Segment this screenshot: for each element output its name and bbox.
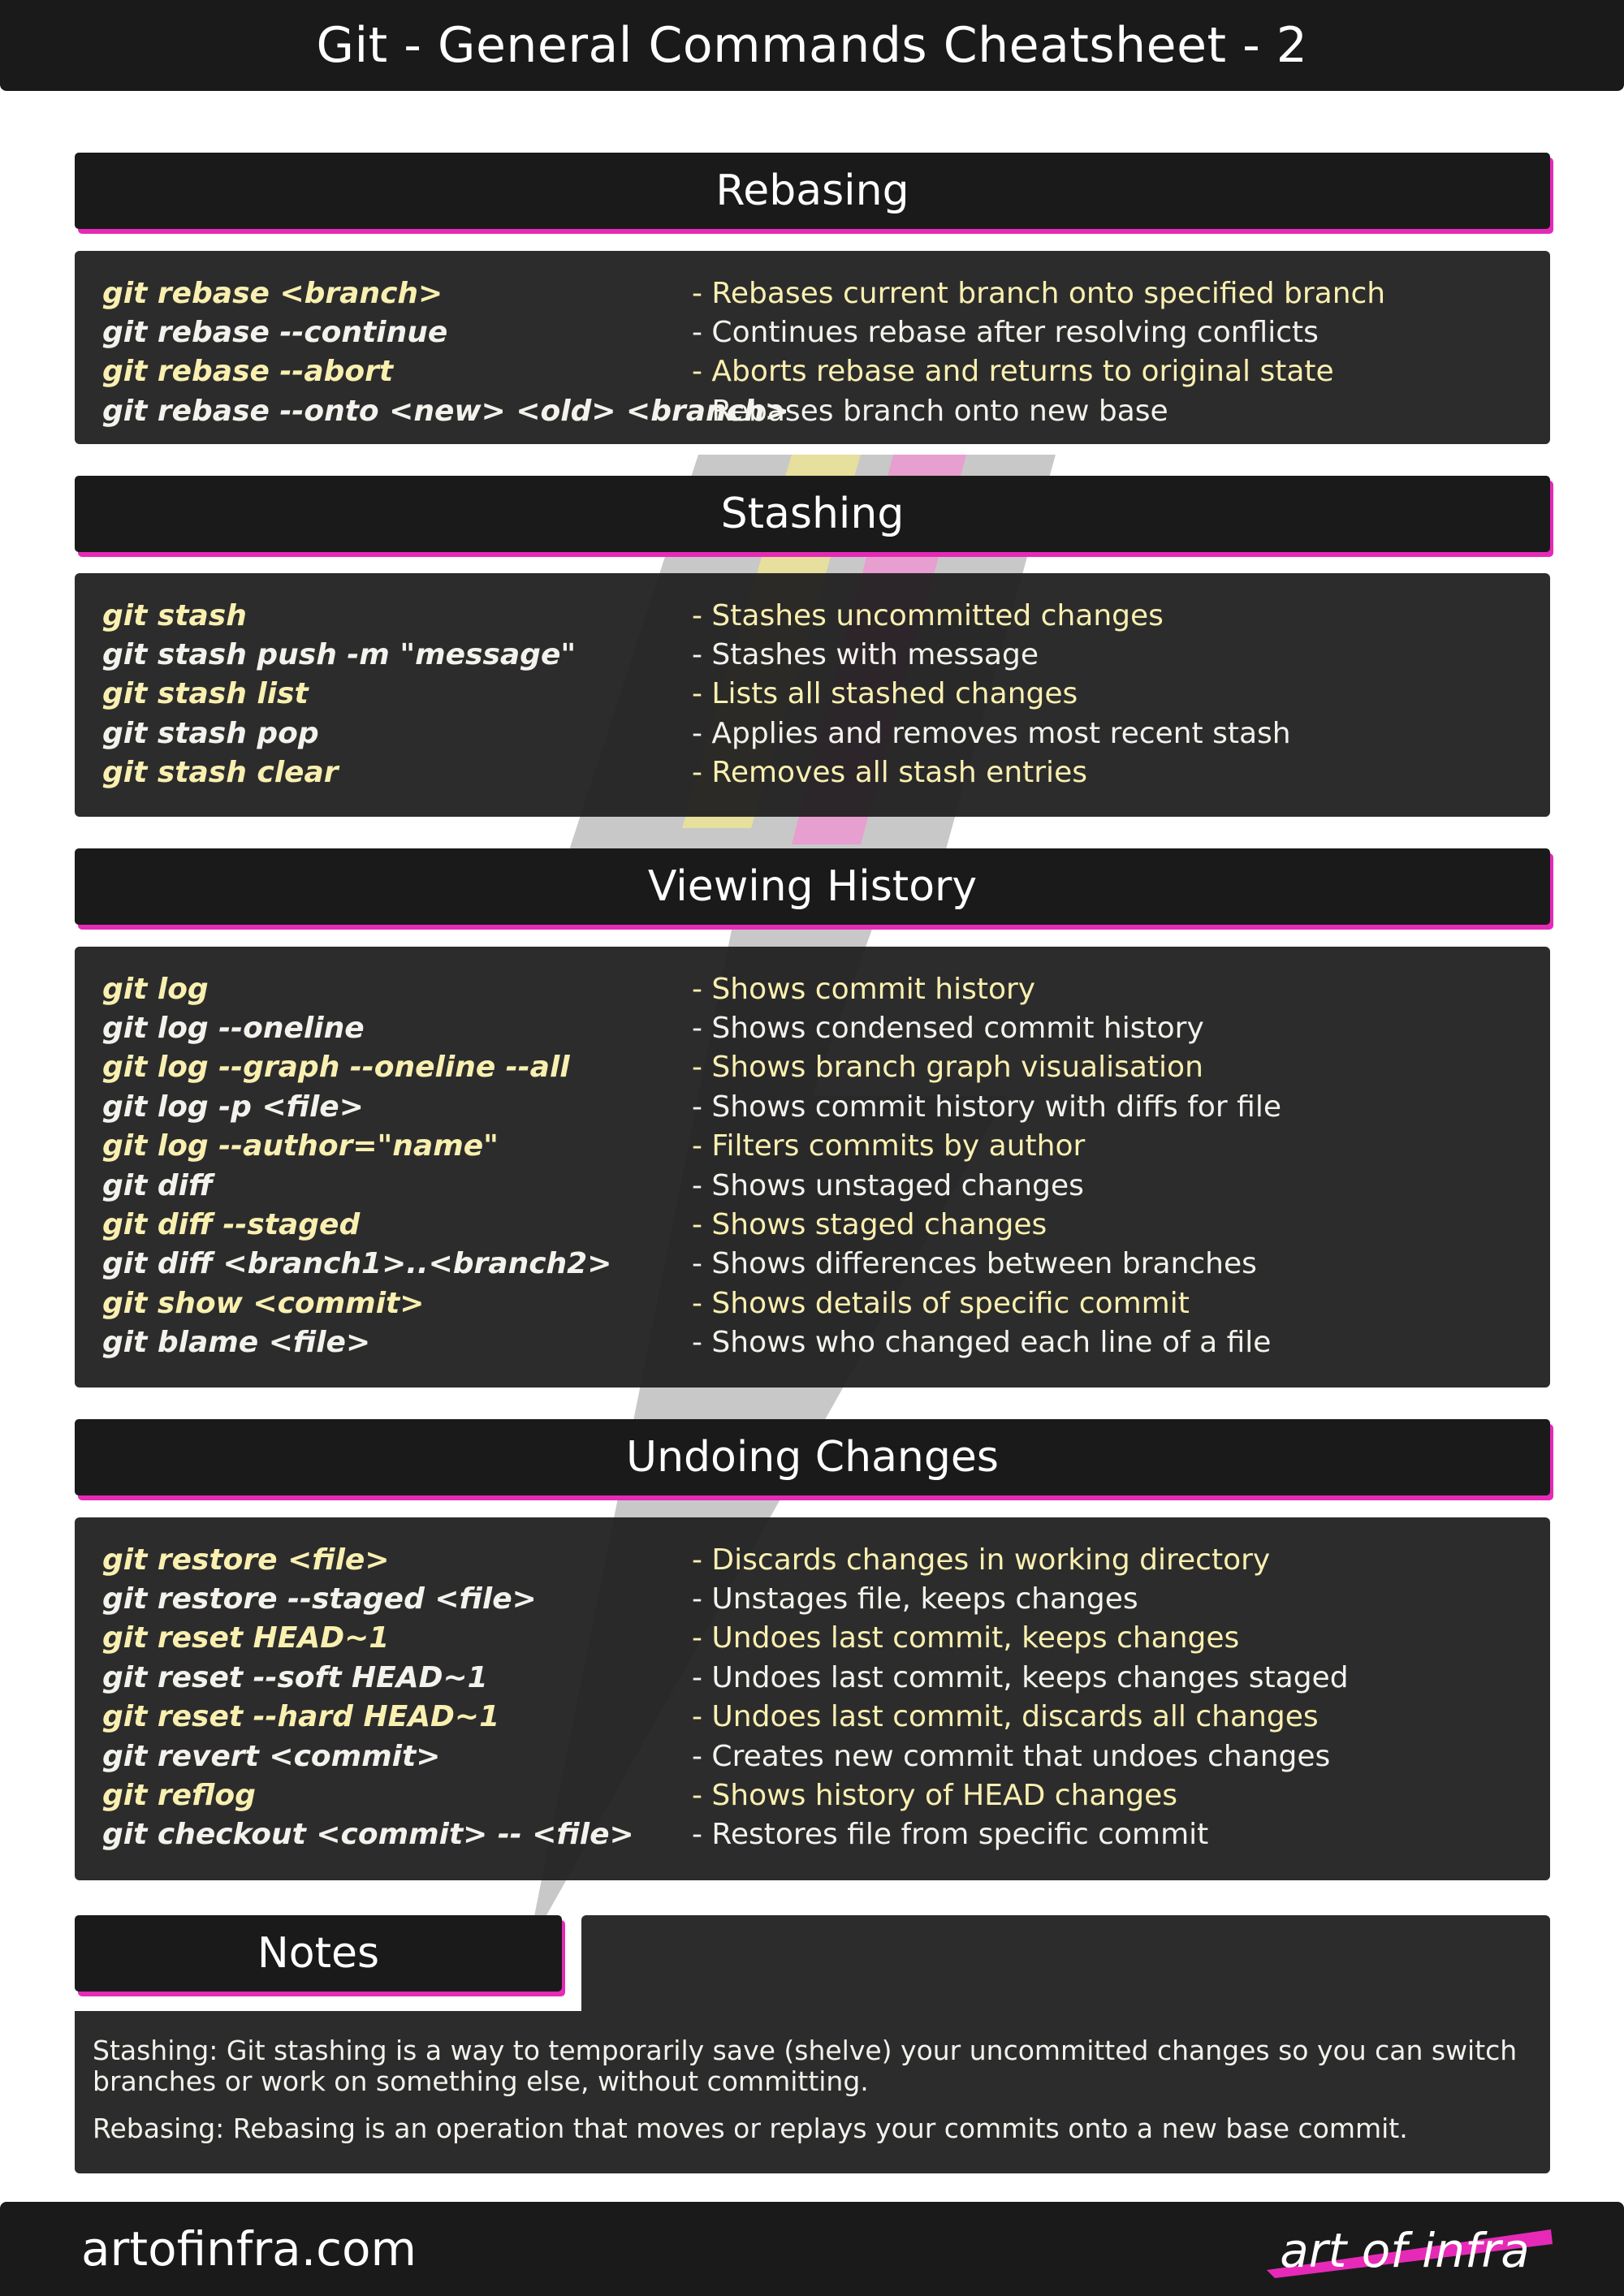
command-description: - Lists all stashed changes: [692, 677, 1078, 711]
command-row: [102, 1658, 1522, 1697]
command-description: - Filters commits by author: [692, 1129, 1086, 1163]
command-description: - Undoes last commit, keeps changes staged: [692, 1660, 1349, 1694]
section-header: [75, 476, 1550, 552]
command-description: - Applies and removes most recent stash: [692, 716, 1291, 750]
command-description: - Discards changes in working directory: [692, 1543, 1271, 1577]
section-title: Viewing History: [647, 862, 978, 911]
footer-url-link[interactable]: artofinfra.com: [81, 2221, 417, 2277]
command-text: git reset --soft HEAD~1: [102, 1660, 488, 1694]
command-text: git rebase --abort: [102, 355, 394, 389]
command-row: [102, 635, 1522, 674]
section-panel: [75, 1517, 1550, 1880]
command-text: git stash list: [102, 677, 309, 711]
command-text: git log: [102, 972, 209, 1006]
command-row: [102, 1284, 1522, 1323]
command-description: - Shows condensed commit history: [692, 1012, 1204, 1046]
notes-paragraph: Stashing: Git stashing is a way to temporarily save (shelve) your uncommitted changes so you can switch branches or work on something else, without committing.: [93, 2035, 1518, 2097]
command-description: - Shows unstaged changes: [692, 1168, 1084, 1202]
command-row: [102, 596, 1522, 635]
command-text: git restore <file>: [102, 1543, 390, 1577]
command-text: git stash: [102, 598, 247, 632]
command-row: [102, 1245, 1522, 1284]
command-row: [102, 1540, 1522, 1579]
command-row: [102, 753, 1522, 792]
command-description: - Rebases current branch onto specified branch: [692, 276, 1386, 310]
logo-text: art of infra: [1280, 2223, 1530, 2278]
section-panel: [75, 573, 1550, 817]
command-text: git reset HEAD~1: [102, 1621, 390, 1655]
command-row: [102, 274, 1522, 313]
command-description: - Aborts rebase and returns to original state: [692, 355, 1334, 389]
command-description: - Unstages file, keeps changes: [692, 1582, 1138, 1616]
command-text: git rebase --continue: [102, 316, 448, 350]
command-text: git revert <commit>: [102, 1739, 441, 1773]
command-row: [102, 1737, 1522, 1776]
command-row: [102, 313, 1522, 352]
command-text: git log --author="name": [102, 1129, 499, 1163]
title-bar: [0, 0, 1624, 91]
command-row: [102, 391, 1522, 430]
section-panel: [75, 947, 1550, 1388]
command-row: [102, 714, 1522, 753]
command-description: - Continues rebase after resolving conflicts: [692, 316, 1319, 350]
command-text: git reflog: [102, 1779, 256, 1813]
command-row: [102, 1048, 1522, 1087]
command-description: - Removes all stash entries: [692, 756, 1087, 790]
command-text: git stash clear: [102, 756, 339, 790]
command-row: [102, 1323, 1522, 1362]
command-row: [102, 1815, 1522, 1854]
notes-panel: [75, 2011, 1550, 2173]
command-text: git log -p <file>: [102, 1090, 364, 1124]
command-text: git stash push -m "message": [102, 638, 577, 672]
command-text: git blame <file>: [102, 1326, 371, 1360]
section-header: [75, 153, 1550, 229]
section-title: Rebasing: [715, 166, 909, 215]
command-row: [102, 969, 1522, 1008]
command-text: git diff <branch1>..<branch2>: [102, 1247, 612, 1281]
command-text: git diff --staged: [102, 1208, 361, 1242]
section-panel: [75, 251, 1550, 444]
notes-title: Notes: [257, 1929, 380, 1978]
command-description: - Shows commit history: [692, 972, 1036, 1006]
art-of-infra-logo: [1250, 2213, 1559, 2288]
command-text: git diff: [102, 1168, 213, 1202]
command-description: - Shows commit history with diffs for file: [692, 1090, 1281, 1124]
command-row: [102, 1579, 1522, 1618]
section-header: [75, 848, 1550, 925]
notes-panel-top: [581, 1915, 1550, 2011]
command-text: git restore --staged <file>: [102, 1582, 537, 1616]
command-text: git show <commit>: [102, 1286, 425, 1320]
page-title: Git - General Commands Cheatsheet - 2: [316, 17, 1308, 74]
command-description: - Undoes last commit, keeps changes: [692, 1621, 1240, 1655]
command-description: - Restores file from specific commit: [692, 1818, 1209, 1852]
command-description: - Shows branch graph visualisation: [692, 1051, 1203, 1085]
command-row: [102, 1087, 1522, 1126]
command-text: git reset --hard HEAD~1: [102, 1700, 500, 1734]
command-row: [102, 1776, 1522, 1815]
command-description: - Creates new commit that undoes changes: [692, 1739, 1331, 1773]
command-row: [102, 1619, 1522, 1658]
command-description: - Shows history of HEAD changes: [692, 1779, 1178, 1813]
command-text: git stash pop: [102, 716, 319, 750]
notes-header: [75, 1915, 562, 1992]
section-title: Stashing: [720, 490, 905, 538]
command-description: - Shows details of specific commit: [692, 1286, 1190, 1320]
command-row: [102, 1698, 1522, 1737]
section-title: Undoing Changes: [626, 1433, 999, 1482]
command-description: - Stashes uncommitted changes: [692, 598, 1164, 632]
command-row: [102, 675, 1522, 714]
section-header: [75, 1419, 1550, 1495]
command-description: - Shows staged changes: [692, 1208, 1047, 1242]
command-row: [102, 352, 1522, 391]
command-text: git rebase --onto <new> <old> <branch>: [102, 394, 789, 428]
command-text: git log --oneline: [102, 1012, 365, 1046]
notes-paragraph: Rebasing: Rebasing is an operation that moves or replays your commits onto a new base commit.: [93, 2113, 1408, 2144]
command-row: [102, 1127, 1522, 1166]
command-text: git rebase <branch>: [102, 276, 443, 310]
command-description: - Shows who changed each line of a file: [692, 1326, 1272, 1360]
command-description: - Stashes with message: [692, 638, 1039, 672]
command-description: - Undoes last commit, discards all changes: [692, 1700, 1319, 1734]
command-row: [102, 1008, 1522, 1047]
command-row: [102, 1205, 1522, 1244]
command-text: git log --graph --oneline --all: [102, 1051, 570, 1085]
command-row: [102, 1166, 1522, 1205]
command-description: - Rebases branch onto new base: [692, 394, 1168, 428]
command-text: git checkout <commit> -- <file>: [102, 1818, 634, 1852]
command-description: - Shows differences between branches: [692, 1247, 1257, 1281]
